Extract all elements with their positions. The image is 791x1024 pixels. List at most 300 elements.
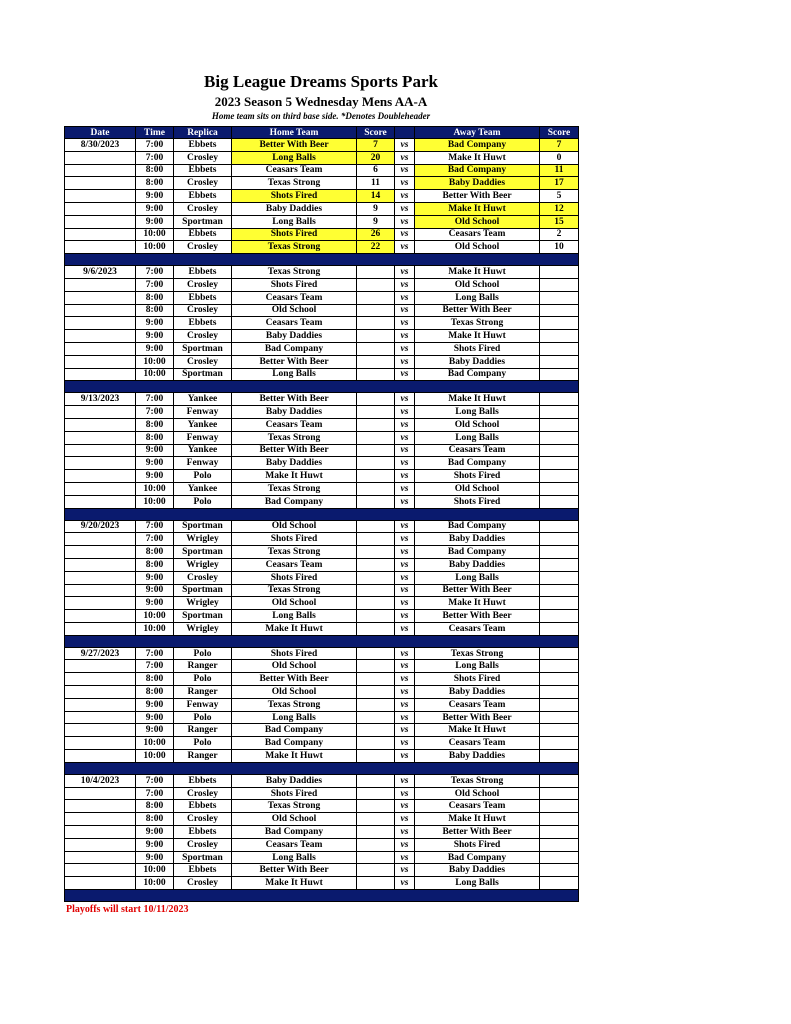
date-cell [65,470,136,483]
time-cell: 10:00 [136,737,174,750]
date-cell [65,202,136,215]
vs-cell: vs [395,597,415,610]
vs-cell: vs [395,482,415,495]
replica-cell: Yankee [174,482,232,495]
away-score-cell [540,418,579,431]
col-date-header: Date [65,127,136,139]
vs-cell: vs [395,418,415,431]
date-cell [65,342,136,355]
date-cell [65,698,136,711]
replica-cell: Ebbets [174,826,232,839]
replica-cell: Ebbets [174,228,232,241]
table-row [65,164,579,177]
table-row [65,724,579,737]
week-separator-bar [65,762,579,774]
table-row [65,750,579,763]
home-score-cell [357,546,395,559]
date-cell [65,241,136,254]
time-cell: 9:00 [136,215,174,228]
table-row [65,342,579,355]
away-score-cell [540,393,579,406]
away-team-cell: Better With Beer [415,610,540,623]
home-score-cell [357,418,395,431]
replica-cell: Ebbets [174,317,232,330]
away-team-cell: Make It Huwt [415,330,540,343]
home-team-cell: Bad Company [232,495,357,508]
away-team-cell: Bad Company [415,139,540,152]
home-team-cell: Shots Fired [232,647,357,660]
week-separator-bar [65,381,579,393]
date-cell [65,851,136,864]
replica-cell: Crosley [174,241,232,254]
home-team-cell: Better With Beer [232,444,357,457]
vs-cell: vs [395,673,415,686]
away-team-cell: Make It Huwt [415,266,540,279]
vs-cell: vs [395,215,415,228]
home-score-cell: 26 [357,228,395,241]
away-team-cell: Bad Company [415,546,540,559]
date-cell: 9/6/2023 [65,266,136,279]
away-score-cell: 0 [540,151,579,164]
home-team-cell: Make It Huwt [232,622,357,635]
vs-cell: vs [395,368,415,381]
home-score-cell [357,838,395,851]
home-score-cell [357,647,395,660]
home-score-cell [357,584,395,597]
time-cell: 9:00 [136,851,174,864]
away-team-cell: Shots Fired [415,470,540,483]
home-score-cell [357,431,395,444]
time-cell: 9:00 [136,724,174,737]
away-team-cell: Make It Huwt [415,724,540,737]
home-team-cell: Texas Strong [232,800,357,813]
home-score-cell: 6 [357,164,395,177]
home-score-cell [357,520,395,533]
date-cell [65,597,136,610]
date-cell [65,291,136,304]
home-score-cell [357,278,395,291]
away-score-cell: 10 [540,241,579,254]
away-score-cell [540,355,579,368]
replica-cell: Ebbets [174,291,232,304]
home-team-cell: Old School [232,304,357,317]
home-score-cell: 20 [357,151,395,164]
col-vs-header [395,127,415,139]
vs-cell: vs [395,444,415,457]
home-team-cell: Baby Daddies [232,330,357,343]
home-score-cell [357,368,395,381]
replica-cell: Crosley [174,838,232,851]
away-team-cell: Baby Daddies [415,177,540,190]
home-team-cell: Long Balls [232,151,357,164]
time-cell: 9:00 [136,838,174,851]
table-row [65,317,579,330]
time-cell: 7:00 [136,520,174,533]
replica-cell: Sportman [174,368,232,381]
replica-cell: Sportman [174,520,232,533]
away-team-cell: Shots Fired [415,673,540,686]
vs-cell: vs [395,800,415,813]
away-score-cell [540,266,579,279]
replica-cell: Sportman [174,546,232,559]
time-cell: 7:00 [136,406,174,419]
vs-cell: vs [395,558,415,571]
home-score-cell [357,851,395,864]
replica-cell: Ebbets [174,864,232,877]
table-row [65,660,579,673]
replica-cell: Polo [174,673,232,686]
home-team-cell: Texas Strong [232,431,357,444]
replica-cell: Sportman [174,610,232,623]
week-separator [65,254,579,266]
away-team-cell: Make It Huwt [415,393,540,406]
time-cell: 7:00 [136,266,174,279]
home-score-cell [357,774,395,787]
home-team-cell: Old School [232,686,357,699]
date-cell [65,190,136,203]
replica-cell: Crosley [174,877,232,890]
date-cell [65,864,136,877]
away-score-cell [540,317,579,330]
replica-cell: Wrigley [174,558,232,571]
away-score-cell [540,686,579,699]
home-team-cell: Bad Company [232,826,357,839]
home-score-cell [357,800,395,813]
vs-cell: vs [395,241,415,254]
date-cell [65,800,136,813]
home-team-cell: Long Balls [232,215,357,228]
col-away-team-header: Away Team [415,127,540,139]
date-cell [65,228,136,241]
time-cell: 9:00 [136,711,174,724]
table-row [65,698,579,711]
vs-cell: vs [395,571,415,584]
schedule-body [65,139,579,902]
time-cell: 10:00 [136,610,174,623]
week-separator [65,890,579,902]
away-team-cell: Texas Strong [415,647,540,660]
vs-cell: vs [395,610,415,623]
time-cell: 9:00 [136,470,174,483]
date-cell [65,737,136,750]
table-row [65,737,579,750]
table-row [65,877,579,890]
date-cell [65,355,136,368]
date-cell [65,406,136,419]
table-row [65,520,579,533]
table-row [65,774,579,787]
date-cell [65,482,136,495]
away-score-cell [540,826,579,839]
date-cell [65,838,136,851]
replica-cell: Ebbets [174,800,232,813]
table-row [65,482,579,495]
home-team-cell: Baby Daddies [232,457,357,470]
page-title: Big League Dreams Sports Park [204,72,438,91]
table-row [65,558,579,571]
away-team-cell: Bad Company [415,851,540,864]
away-team-cell: Old School [415,241,540,254]
date-cell [65,826,136,839]
replica-cell: Yankee [174,393,232,406]
table-row [65,813,579,826]
away-team-cell: Shots Fired [415,495,540,508]
table-row [65,622,579,635]
time-cell: 8:00 [136,418,174,431]
table-row [65,228,579,241]
home-score-cell [357,291,395,304]
home-team-cell: Shots Fired [232,190,357,203]
home-team-cell: Texas Strong [232,266,357,279]
table-row [65,355,579,368]
vs-cell: vs [395,622,415,635]
time-cell: 9:00 [136,317,174,330]
vs-cell: vs [395,202,415,215]
time-cell: 8:00 [136,431,174,444]
away-score-cell: 17 [540,177,579,190]
away-team-cell: Long Balls [415,571,540,584]
home-score-cell [357,724,395,737]
date-cell [65,151,136,164]
home-team-cell: Long Balls [232,610,357,623]
home-score-cell [357,355,395,368]
table-row [65,291,579,304]
date-cell [65,571,136,584]
away-team-cell: Texas Strong [415,317,540,330]
home-score-cell: 11 [357,177,395,190]
replica-cell: Ranger [174,724,232,737]
table-row [65,584,579,597]
away-team-cell: Old School [415,418,540,431]
home-score-cell: 9 [357,215,395,228]
home-score-cell [357,470,395,483]
time-cell: 7:00 [136,278,174,291]
date-cell [65,546,136,559]
away-score-cell [540,291,579,304]
date-cell [65,711,136,724]
home-score-cell [357,597,395,610]
away-score-cell: 2 [540,228,579,241]
home-team-cell: Better With Beer [232,355,357,368]
table-row [65,444,579,457]
home-score-cell [357,330,395,343]
date-cell [65,877,136,890]
away-team-cell: Old School [415,482,540,495]
date-cell [65,660,136,673]
away-score-cell [540,597,579,610]
away-score-cell [540,571,579,584]
vs-cell: vs [395,355,415,368]
table-row [65,278,579,291]
home-score-cell [357,317,395,330]
away-team-cell: Bad Company [415,368,540,381]
date-cell [65,317,136,330]
home-team-cell: Shots Fired [232,228,357,241]
replica-cell: Wrigley [174,622,232,635]
vs-cell: vs [395,877,415,890]
date-cell: 8/30/2023 [65,139,136,152]
away-team-cell: Bad Company [415,520,540,533]
away-score-cell: 11 [540,164,579,177]
away-score-cell [540,711,579,724]
time-cell: 9:00 [136,457,174,470]
time-cell: 10:00 [136,355,174,368]
time-cell: 9:00 [136,202,174,215]
time-cell: 10:00 [136,877,174,890]
away-score-cell [540,647,579,660]
home-team-cell: Long Balls [232,851,357,864]
date-cell [65,330,136,343]
date-cell [65,750,136,763]
home-team-cell: Old School [232,813,357,826]
date-cell [65,724,136,737]
col-home-team-header: Home Team [232,127,357,139]
col-time-header: Time [136,127,174,139]
vs-cell: vs [395,431,415,444]
vs-cell: vs [395,151,415,164]
home-score-cell [357,698,395,711]
replica-cell: Ebbets [174,139,232,152]
home-team-cell: Ceasars Team [232,418,357,431]
date-cell: 9/20/2023 [65,520,136,533]
date-cell [65,622,136,635]
vs-cell: vs [395,660,415,673]
home-team-cell: Old School [232,597,357,610]
time-cell: 9:00 [136,571,174,584]
replica-cell: Wrigley [174,533,232,546]
away-score-cell [540,838,579,851]
col-replica-header: Replica [174,127,232,139]
away-score-cell [540,737,579,750]
away-score-cell: 5 [540,190,579,203]
home-team-cell: Shots Fired [232,787,357,800]
away-team-cell: Bad Company [415,164,540,177]
date-cell [65,813,136,826]
replica-cell: Fenway [174,406,232,419]
home-score-cell [357,304,395,317]
vs-cell: vs [395,851,415,864]
date-cell [65,610,136,623]
home-team-cell: Texas Strong [232,241,357,254]
home-team-cell: Baby Daddies [232,406,357,419]
vs-cell: vs [395,774,415,787]
time-cell: 9:00 [136,597,174,610]
table-row [65,304,579,317]
replica-cell: Polo [174,647,232,660]
time-cell: 8:00 [136,164,174,177]
table-row [65,851,579,864]
time-cell: 10:00 [136,622,174,635]
home-team-cell: Ceasars Team [232,164,357,177]
away-score-cell [540,406,579,419]
away-score-cell [540,813,579,826]
away-score-cell [540,457,579,470]
replica-cell: Ebbets [174,774,232,787]
replica-cell: Crosley [174,330,232,343]
time-cell: 10:00 [136,750,174,763]
replica-cell: Polo [174,470,232,483]
week-separator-bar [65,635,579,647]
home-score-cell [357,533,395,546]
away-team-cell: Baby Daddies [415,533,540,546]
home-team-cell: Better With Beer [232,864,357,877]
vs-cell: vs [395,686,415,699]
replica-cell: Fenway [174,698,232,711]
time-cell: 10:00 [136,495,174,508]
table-row [65,826,579,839]
replica-cell: Crosley [174,355,232,368]
away-score-cell [540,864,579,877]
away-team-cell: Shots Fired [415,838,540,851]
away-score-cell [540,444,579,457]
replica-cell: Yankee [174,418,232,431]
table-row [65,495,579,508]
home-team-cell: Make It Huwt [232,750,357,763]
replica-cell: Polo [174,495,232,508]
date-cell [65,215,136,228]
home-score-cell [357,622,395,635]
vs-cell: vs [395,470,415,483]
vs-cell: vs [395,304,415,317]
vs-cell: vs [395,826,415,839]
away-score-cell [540,304,579,317]
away-score-cell [540,520,579,533]
away-score-cell [540,851,579,864]
vs-cell: vs [395,330,415,343]
away-team-cell: Texas Strong [415,774,540,787]
table-row [65,151,579,164]
replica-cell: Ebbets [174,266,232,279]
time-cell: 8:00 [136,558,174,571]
table-row [65,571,579,584]
time-cell: 10:00 [136,482,174,495]
home-score-cell [357,342,395,355]
time-cell: 7:00 [136,393,174,406]
away-score-cell: 12 [540,202,579,215]
week-separator [65,762,579,774]
date-cell [65,304,136,317]
week-separator [65,508,579,520]
replica-cell: Crosley [174,151,232,164]
away-team-cell: Ceasars Team [415,228,540,241]
away-score-cell [540,330,579,343]
time-cell: 7:00 [136,151,174,164]
replica-cell: Fenway [174,457,232,470]
schedule-note: Home team sits on third base side. *Denotes Doubleheader [211,111,431,121]
week-separator [65,381,579,393]
home-score-cell [357,266,395,279]
table-row [65,215,579,228]
away-team-cell: Make It Huwt [415,813,540,826]
vs-cell: vs [395,724,415,737]
table-row [65,266,579,279]
home-score-cell [357,787,395,800]
home-team-cell: Old School [232,660,357,673]
replica-cell: Yankee [174,444,232,457]
time-cell: 8:00 [136,291,174,304]
away-team-cell: Make It Huwt [415,597,540,610]
replica-cell: Fenway [174,431,232,444]
away-score-cell [540,800,579,813]
vs-cell: vs [395,139,415,152]
home-score-cell [357,482,395,495]
away-team-cell: Better With Beer [415,190,540,203]
home-team-cell: Ceasars Team [232,558,357,571]
home-score-cell: 22 [357,241,395,254]
home-team-cell: Texas Strong [232,584,357,597]
replica-cell: Ranger [174,750,232,763]
home-score-cell: 9 [357,202,395,215]
